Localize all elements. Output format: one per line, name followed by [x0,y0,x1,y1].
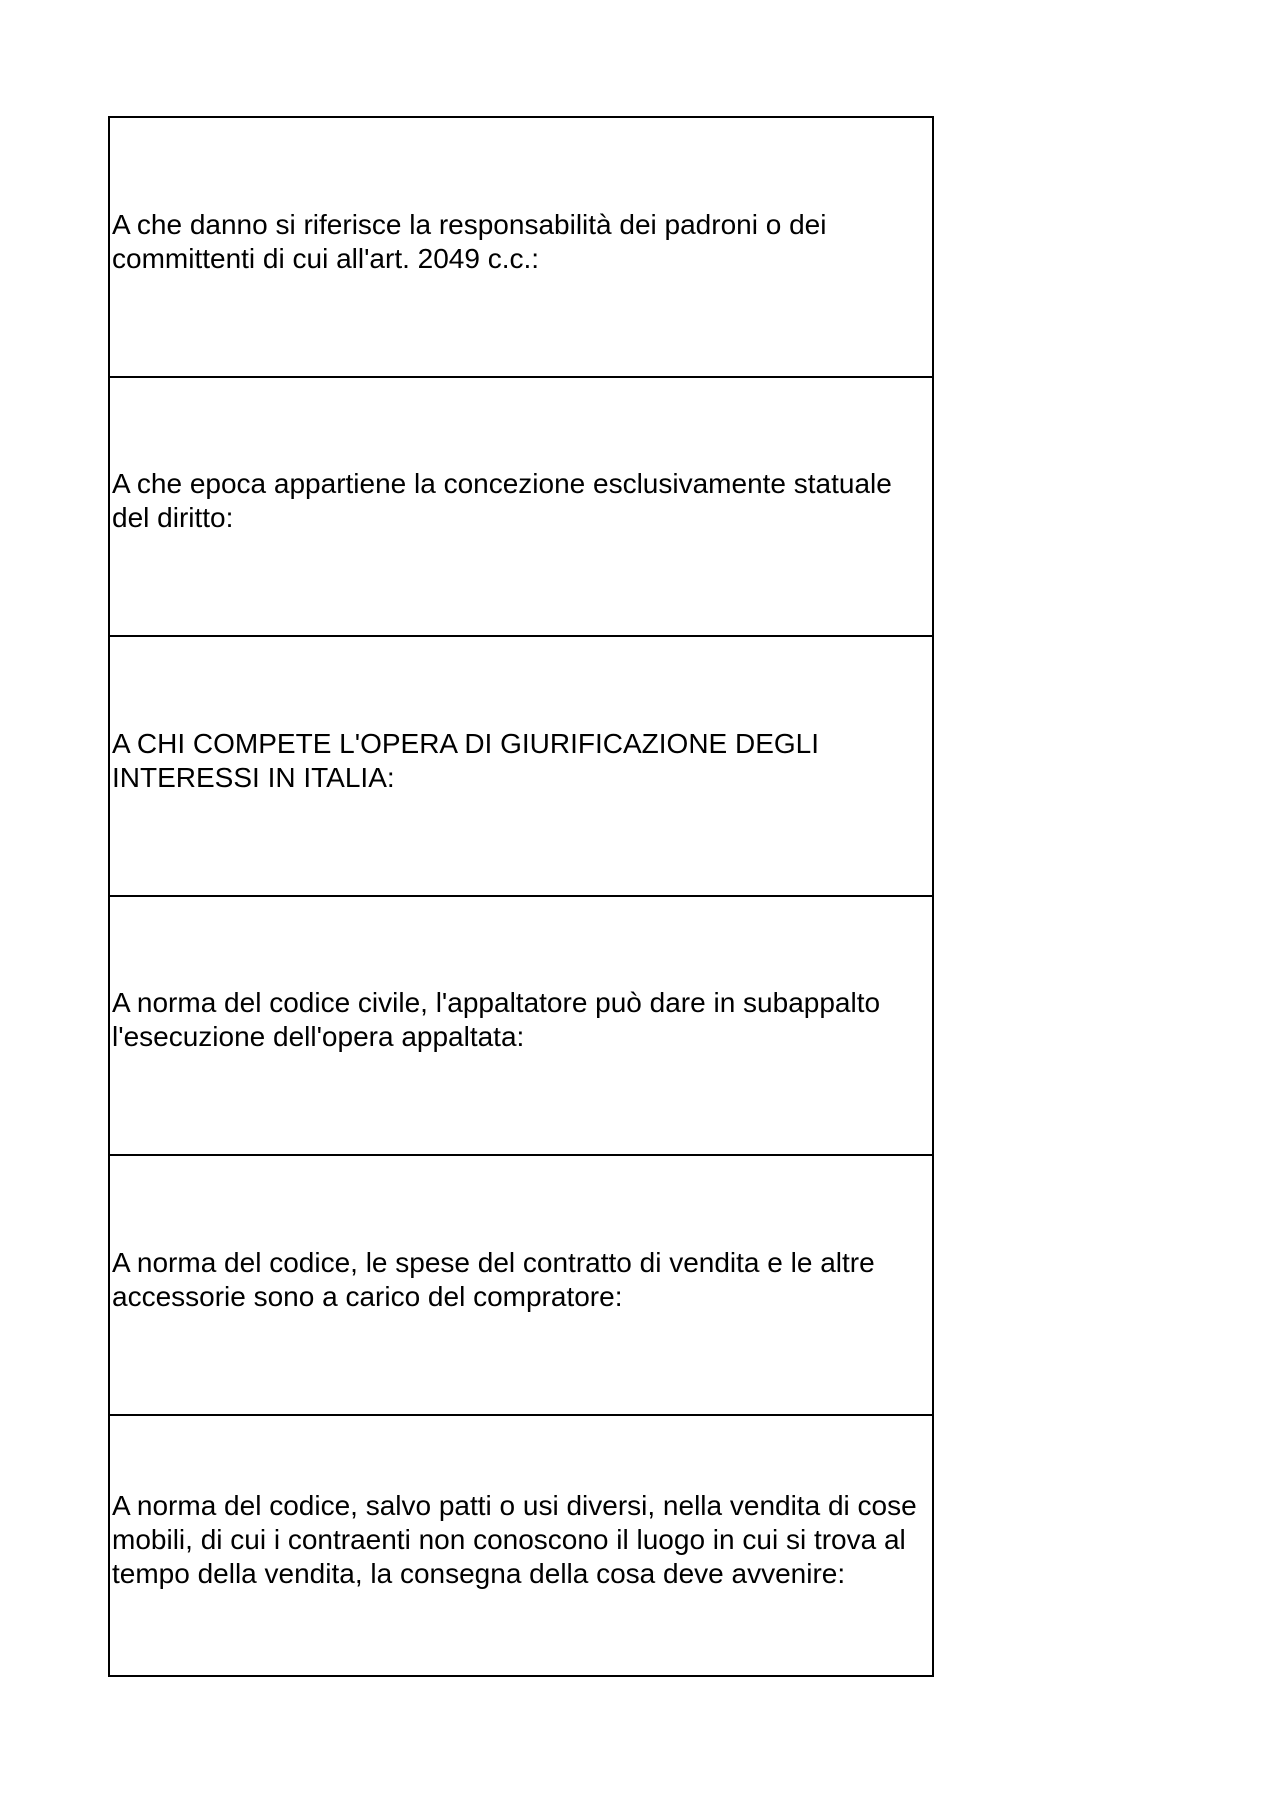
question-cell: A norma del codice, le spese del contratto di vendita e le altre accessorie sono a carico del compratore: [112,1246,875,1312]
table-row [110,1416,932,1676]
question-cell: A che danno si riferisce la responsabilità dei padroni o dei committenti di cui all'art. 2049 c.c.: [112,208,827,274]
question-cell: A norma del codice civile, l'appaltatore può dare in subappalto l'esecuzione dell'opera appaltata: [112,987,881,1053]
question-cell: A norma del codice, salvo patti o usi diversi, nella vendita di cose mobili, di cui i contraenti non conoscono il luogo in cui si trova al tempo della vendita, la consegna della cosa deve avvenire: [112,1490,917,1590]
question-cell: A CHI COMPETE L'OPERA DI GIURIFICAZIONE DEGLI INTERESSI IN ITALIA: [112,727,820,793]
table-row [110,637,932,897]
question-table [108,116,934,1677]
table-row [110,897,932,1157]
table-row [110,118,932,378]
question-cell: A che epoca appartiene la concezione esclusivamente statuale del diritto: [112,468,892,534]
table-row [110,378,932,638]
table-row [110,1156,932,1416]
